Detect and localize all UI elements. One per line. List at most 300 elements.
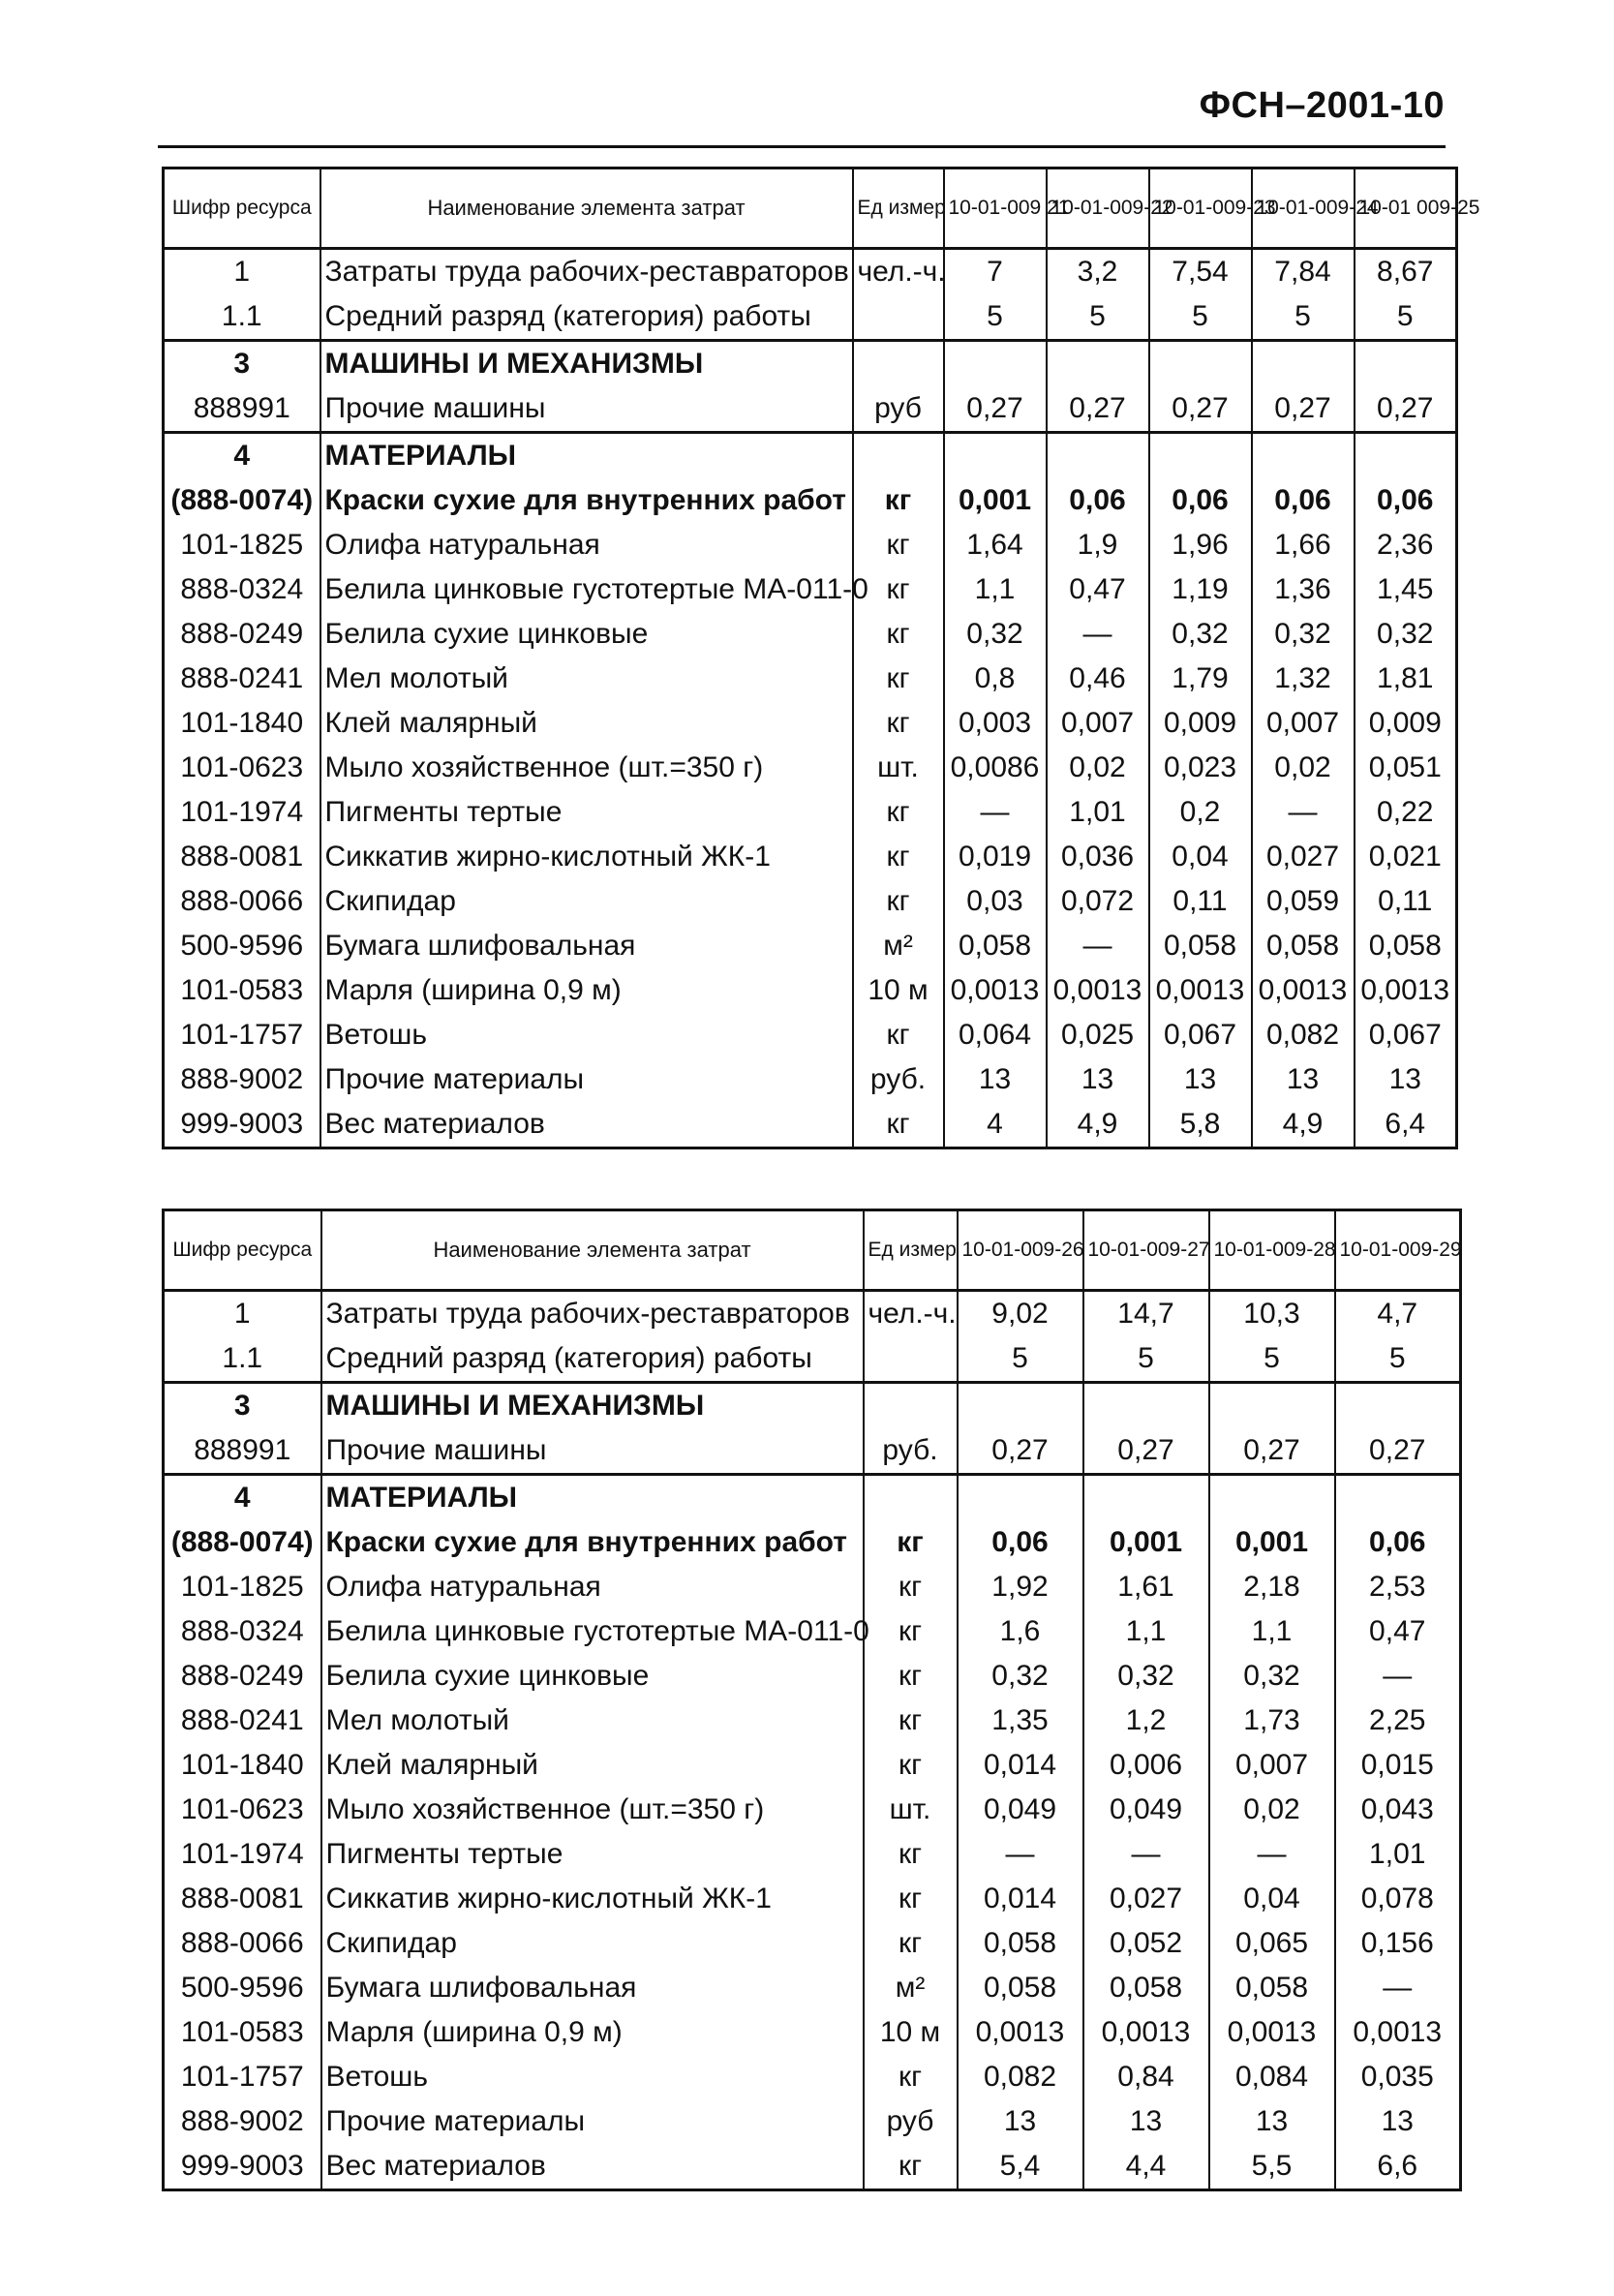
- value-cell: 1,96: [1149, 523, 1252, 567]
- value-cell: 0,04: [1149, 835, 1252, 879]
- value-cell: 0,058: [1355, 924, 1457, 968]
- value-cell: 0,049: [958, 1788, 1083, 1832]
- resource-code-cell: 101-0583: [164, 2010, 321, 2055]
- unit-cell: кг: [864, 1877, 958, 1921]
- resource-name-cell: Олифа натуральная: [321, 1565, 864, 1609]
- resource-name-cell: Пигменты тертые: [320, 790, 853, 835]
- value-cell: 1,1: [944, 567, 1047, 612]
- table-row: [164, 924, 1457, 968]
- unit-cell: руб.: [853, 1057, 944, 1102]
- value-cell: 5,5: [1209, 2144, 1335, 2190]
- value-cell: 3,2: [1047, 249, 1149, 295]
- value-cell: 0,051: [1355, 746, 1457, 790]
- value-cell: 1,01: [1335, 1832, 1461, 1877]
- value-cell: —: [1209, 1832, 1335, 1877]
- value-cell: 5: [1047, 294, 1149, 341]
- resource-code-cell: 4: [164, 1475, 321, 1521]
- value-cell: 0,015: [1335, 1743, 1461, 1788]
- resource-name-cell: Мел молотый: [320, 657, 853, 701]
- value-cell: [1047, 341, 1149, 387]
- value-cell: 0,009: [1355, 701, 1457, 746]
- value-cell: [1149, 433, 1252, 479]
- value-cell: 0,084: [1209, 2055, 1335, 2099]
- unit-cell: кг: [853, 1013, 944, 1057]
- resource-name-cell: МАШИНЫ И МЕХАНИЗМЫ: [320, 341, 853, 387]
- value-cell: 0,0013: [1335, 2010, 1461, 2055]
- value-cell: [1335, 1475, 1461, 1521]
- resource-name-cell: Марля (ширина 0,9 м): [320, 968, 853, 1013]
- value-cell: 5: [1355, 294, 1457, 341]
- resource-code-cell: 101-1840: [164, 701, 320, 746]
- value-cell: —: [1083, 1832, 1209, 1877]
- value-cell: 13: [1335, 2099, 1461, 2144]
- unit-cell: шт.: [853, 746, 944, 790]
- table-row: [164, 1788, 1461, 1832]
- value-cell: 0,04: [1209, 1877, 1335, 1921]
- value-cell: 5: [1252, 294, 1355, 341]
- resource-code-cell: 101-1840: [164, 1743, 321, 1788]
- table-row: [164, 879, 1457, 924]
- unit-cell: кг: [853, 835, 944, 879]
- resource-code-cell: 1: [164, 1291, 321, 1337]
- header-norm-code: 10-01 009-25: [1355, 168, 1457, 249]
- value-cell: 1,79: [1149, 657, 1252, 701]
- table-row: [164, 790, 1457, 835]
- value-cell: 5,8: [1149, 1102, 1252, 1148]
- value-cell: 2,36: [1355, 523, 1457, 567]
- resource-name-cell: Марля (ширина 0,9 м): [321, 2010, 864, 2055]
- unit-cell: чел.-ч.: [853, 249, 944, 295]
- value-cell: 0,067: [1149, 1013, 1252, 1057]
- value-cell: 4,9: [1047, 1102, 1149, 1148]
- resource-code-cell: 888-0066: [164, 879, 320, 924]
- norms-table-2: [162, 1209, 1462, 2191]
- value-cell: 0,32: [944, 612, 1047, 657]
- resource-name-cell: Скипидар: [321, 1921, 864, 1966]
- table-row: [164, 433, 1457, 479]
- unit-cell: [853, 294, 944, 341]
- table-row: [164, 1609, 1461, 1654]
- value-cell: [944, 341, 1047, 387]
- resource-code-cell: 500-9596: [164, 1966, 321, 2010]
- resource-code-cell: 101-1825: [164, 523, 320, 567]
- value-cell: 8,67: [1355, 249, 1457, 295]
- value-cell: 0,11: [1149, 879, 1252, 924]
- value-cell: 2,18: [1209, 1565, 1335, 1609]
- value-cell: 0,06: [1335, 1520, 1461, 1565]
- value-cell: 0,0013: [1083, 2010, 1209, 2055]
- resource-code-cell: 3: [164, 341, 320, 387]
- unit-cell: [864, 1475, 958, 1521]
- resource-name-cell: Бумага шлифовальная: [320, 924, 853, 968]
- resource-code-cell: 101-0623: [164, 1788, 321, 1832]
- value-cell: 5: [944, 294, 1047, 341]
- resource-name-cell: Мыло хозяйственное (шт.=350 г): [321, 1788, 864, 1832]
- value-cell: 0,156: [1335, 1921, 1461, 1966]
- value-cell: 0,019: [944, 835, 1047, 879]
- value-cell: 0,065: [1209, 1921, 1335, 1966]
- header-unit: Ед измер: [864, 1210, 958, 1291]
- resource-code-cell: 4: [164, 433, 320, 479]
- unit-cell: кг: [864, 1565, 958, 1609]
- resource-code-cell: 101-0623: [164, 746, 320, 790]
- resource-code-cell: 999-9003: [164, 2144, 321, 2190]
- value-cell: —: [1047, 924, 1149, 968]
- value-cell: 0,32: [1252, 612, 1355, 657]
- value-cell: 0,27: [1149, 386, 1252, 433]
- unit-cell: кг: [853, 701, 944, 746]
- value-cell: 13: [1209, 2099, 1335, 2144]
- table-body: [164, 1291, 1461, 2190]
- header-unit: Ед измер: [853, 168, 944, 249]
- resource-code-cell: (888-0074): [164, 478, 320, 523]
- resource-name-cell: МАШИНЫ И МЕХАНИЗМЫ: [321, 1383, 864, 1429]
- value-cell: 5,4: [958, 2144, 1083, 2190]
- resource-name-cell: Вес материалов: [321, 2144, 864, 2190]
- value-cell: 1,6: [958, 1609, 1083, 1654]
- table-row: [164, 701, 1457, 746]
- value-cell: 0,067: [1355, 1013, 1457, 1057]
- resource-name-cell: Прочие машины: [320, 386, 853, 433]
- header-name: Наименование элемента затрат: [320, 168, 853, 249]
- resource-code-cell: 888991: [164, 386, 320, 433]
- value-cell: 1,2: [1083, 1699, 1209, 1743]
- resource-code-cell: 888-0081: [164, 835, 320, 879]
- resource-code-cell: 101-1825: [164, 1565, 321, 1609]
- header-code: Шифр ресурса: [164, 168, 320, 249]
- value-cell: 0,082: [958, 2055, 1083, 2099]
- table-body: [164, 249, 1457, 1148]
- table-row: [164, 1654, 1461, 1699]
- value-cell: 0,059: [1252, 879, 1355, 924]
- value-cell: 0,27: [1047, 386, 1149, 433]
- table-row: [164, 341, 1457, 387]
- resource-name-cell: Белила сухие цинковые: [321, 1654, 864, 1699]
- unit-cell: м²: [853, 924, 944, 968]
- value-cell: 0,058: [1149, 924, 1252, 968]
- resource-code-cell: 1: [164, 249, 320, 295]
- table-row: [164, 1565, 1461, 1609]
- unit-cell: [864, 1383, 958, 1429]
- value-cell: 0,001: [944, 478, 1047, 523]
- resource-name-cell: Средний разряд (категория) работы: [321, 1336, 864, 1383]
- value-cell: 0,078: [1335, 1877, 1461, 1921]
- unit-cell: м²: [864, 1966, 958, 2010]
- table-row: [164, 1291, 1461, 1337]
- table-row: [164, 567, 1457, 612]
- value-cell: 0,006: [1083, 1743, 1209, 1788]
- value-cell: 1,64: [944, 523, 1047, 567]
- value-cell: [1355, 433, 1457, 479]
- value-cell: 0,32: [1149, 612, 1252, 657]
- header-norm-code: 10-01-009-28: [1209, 1210, 1335, 1291]
- value-cell: 1,1: [1083, 1609, 1209, 1654]
- value-cell: 6,6: [1335, 2144, 1461, 2190]
- unit-cell: кг: [853, 657, 944, 701]
- resource-name-cell: Прочие машины: [321, 1428, 864, 1475]
- value-cell: 13: [958, 2099, 1083, 2144]
- resource-name-cell: Краски сухие для внутренних работ: [320, 478, 853, 523]
- value-cell: 0,27: [944, 386, 1047, 433]
- resource-name-cell: Скипидар: [320, 879, 853, 924]
- value-cell: 0,27: [1083, 1428, 1209, 1475]
- table-header-row: [164, 168, 1457, 249]
- table-row: [164, 1832, 1461, 1877]
- resource-name-cell: Пигменты тертые: [321, 1832, 864, 1877]
- value-cell: 0,0013: [1252, 968, 1355, 1013]
- value-cell: 0,27: [1209, 1428, 1335, 1475]
- value-cell: [1252, 433, 1355, 479]
- value-cell: 1,1: [1209, 1609, 1335, 1654]
- resource-name-cell: Краски сухие для внутренних работ: [321, 1520, 864, 1565]
- value-cell: 0,036: [1047, 835, 1149, 879]
- value-cell: 0,043: [1335, 1788, 1461, 1832]
- value-cell: 0,064: [944, 1013, 1047, 1057]
- resource-code-cell: 888-0241: [164, 1699, 321, 1743]
- value-cell: —: [958, 1832, 1083, 1877]
- value-cell: 10,3: [1209, 1291, 1335, 1337]
- header-norm-code: 10-01-009-26: [958, 1210, 1083, 1291]
- value-cell: 0,0013: [944, 968, 1047, 1013]
- value-cell: 0,058: [1083, 1966, 1209, 2010]
- header-norm-code: 10-01-009-27: [1083, 1210, 1209, 1291]
- resource-code-cell: 888-0241: [164, 657, 320, 701]
- value-cell: 0,025: [1047, 1013, 1149, 1057]
- value-cell: 0,058: [944, 924, 1047, 968]
- value-cell: 0,46: [1047, 657, 1149, 701]
- header-norm-code: 10-01-009-22: [1047, 168, 1149, 249]
- resource-code-cell: 101-0583: [164, 968, 320, 1013]
- value-cell: 0,0013: [1355, 968, 1457, 1013]
- unit-cell: 10 м: [864, 2010, 958, 2055]
- table-row: [164, 657, 1457, 701]
- value-cell: 13: [1149, 1057, 1252, 1102]
- table-row: [164, 835, 1457, 879]
- value-cell: 0,052: [1083, 1921, 1209, 1966]
- resource-code-cell: (888-0074): [164, 1520, 321, 1565]
- resource-name-cell: МАТЕРИАЛЫ: [321, 1475, 864, 1521]
- table-row: [164, 1699, 1461, 1743]
- value-cell: 0,0013: [1209, 2010, 1335, 2055]
- value-cell: 0,11: [1355, 879, 1457, 924]
- resource-code-cell: 888-0081: [164, 1877, 321, 1921]
- value-cell: 0,072: [1047, 879, 1149, 924]
- unit-cell: кг: [853, 612, 944, 657]
- unit-cell: шт.: [864, 1788, 958, 1832]
- value-cell: 0,0086: [944, 746, 1047, 790]
- value-cell: —: [1047, 612, 1149, 657]
- unit-cell: 10 м: [853, 968, 944, 1013]
- unit-cell: кг: [864, 1832, 958, 1877]
- value-cell: [1083, 1383, 1209, 1429]
- unit-cell: кг: [853, 567, 944, 612]
- resource-name-cell: Затраты труда рабочих-реставраторов: [321, 1291, 864, 1337]
- value-cell: 1,66: [1252, 523, 1355, 567]
- resource-code-cell: 101-1757: [164, 2055, 321, 2099]
- value-cell: 0,03: [944, 879, 1047, 924]
- value-cell: 13: [1252, 1057, 1355, 1102]
- table-row: [164, 1966, 1461, 2010]
- resource-name-cell: Бумага шлифовальная: [321, 1966, 864, 2010]
- value-cell: 0,06: [1355, 478, 1457, 523]
- value-cell: 1,19: [1149, 567, 1252, 612]
- value-cell: 1,01: [1047, 790, 1149, 835]
- value-cell: 5: [1149, 294, 1252, 341]
- resource-code-cell: 101-1974: [164, 1832, 321, 1877]
- value-cell: 0,027: [1083, 1877, 1209, 1921]
- unit-cell: руб: [864, 2099, 958, 2144]
- resource-code-cell: 500-9596: [164, 924, 320, 968]
- table-row: [164, 1013, 1457, 1057]
- resource-name-cell: Мыло хозяйственное (шт.=350 г): [320, 746, 853, 790]
- value-cell: 14,7: [1083, 1291, 1209, 1337]
- value-cell: 0,021: [1355, 835, 1457, 879]
- header-rule: [158, 145, 1446, 148]
- value-cell: 0,058: [958, 1921, 1083, 1966]
- value-cell: 0,27: [1335, 1428, 1461, 1475]
- value-cell: 2,25: [1335, 1699, 1461, 1743]
- resource-code-cell: 3: [164, 1383, 321, 1429]
- value-cell: 0,27: [1252, 386, 1355, 433]
- unit-cell: чел.-ч.: [864, 1291, 958, 1337]
- resource-code-cell: 888-9002: [164, 1057, 320, 1102]
- value-cell: [1335, 1383, 1461, 1429]
- value-cell: 0,009: [1149, 701, 1252, 746]
- value-cell: 0,014: [958, 1743, 1083, 1788]
- value-cell: 1,61: [1083, 1565, 1209, 1609]
- resource-name-cell: Ветошь: [320, 1013, 853, 1057]
- value-cell: [1355, 341, 1457, 387]
- resource-name-cell: МАТЕРИАЛЫ: [320, 433, 853, 479]
- norms-table-1: [162, 167, 1480, 1149]
- resource-name-cell: Средний разряд (категория) работы: [320, 294, 853, 341]
- value-cell: 0,007: [1209, 1743, 1335, 1788]
- value-cell: 0,001: [1083, 1520, 1209, 1565]
- value-cell: [958, 1475, 1083, 1521]
- value-cell: 7: [944, 249, 1047, 295]
- resource-name-cell: Белила цинковые густотертые МА-011-0: [321, 1609, 864, 1654]
- header-name: Наименование элемента затрат: [321, 1210, 864, 1291]
- value-cell: [958, 1383, 1083, 1429]
- header-norm-code: 10-01-009-23: [1149, 168, 1252, 249]
- unit-cell: кг: [864, 1921, 958, 1966]
- table-header-row: [164, 1210, 1461, 1291]
- value-cell: [1047, 433, 1149, 479]
- resource-code-cell: 101-1974: [164, 790, 320, 835]
- value-cell: 0,02: [1252, 746, 1355, 790]
- resource-name-cell: Ветошь: [321, 2055, 864, 2099]
- value-cell: 0,0013: [1047, 968, 1149, 1013]
- unit-cell: кг: [864, 2144, 958, 2190]
- table-row: [164, 1475, 1461, 1521]
- table-row: [164, 612, 1457, 657]
- value-cell: 0,035: [1335, 2055, 1461, 2099]
- value-cell: 1,92: [958, 1565, 1083, 1609]
- table-row: [164, 2144, 1461, 2190]
- unit-cell: кг: [853, 879, 944, 924]
- unit-cell: кг: [853, 523, 944, 567]
- resource-name-cell: Затраты труда рабочих-реставраторов: [320, 249, 853, 295]
- resource-code-cell: 888-0066: [164, 1921, 321, 1966]
- value-cell: 5: [1083, 1336, 1209, 1383]
- resource-code-cell: 888-0249: [164, 612, 320, 657]
- unit-cell: [853, 341, 944, 387]
- value-cell: 0,007: [1047, 701, 1149, 746]
- resource-name-cell: Клей малярный: [321, 1743, 864, 1788]
- resource-code-cell: 888-9002: [164, 2099, 321, 2144]
- value-cell: 13: [1047, 1057, 1149, 1102]
- document-code: ФСН–2001-10: [1199, 85, 1445, 126]
- value-cell: 5: [1335, 1336, 1461, 1383]
- unit-cell: [864, 1336, 958, 1383]
- header-code: Шифр ресурса: [164, 1210, 321, 1291]
- value-cell: 1,73: [1209, 1699, 1335, 1743]
- value-cell: 0,058: [1252, 924, 1355, 968]
- value-cell: 1,32: [1252, 657, 1355, 701]
- value-cell: 13: [1355, 1057, 1457, 1102]
- value-cell: —: [1335, 1654, 1461, 1699]
- value-cell: 9,02: [958, 1291, 1083, 1337]
- resource-name-cell: Прочие материалы: [321, 2099, 864, 2144]
- value-cell: 0,32: [1355, 612, 1457, 657]
- resource-name-cell: Вес материалов: [320, 1102, 853, 1148]
- header-norm-code: 10-01-009-29: [1335, 1210, 1461, 1291]
- unit-cell: кг: [864, 2055, 958, 2099]
- header-norm-code: 10-01-009-24: [1252, 168, 1355, 249]
- unit-cell: руб.: [864, 1428, 958, 1475]
- table-row: [164, 1743, 1461, 1788]
- value-cell: 0,001: [1209, 1520, 1335, 1565]
- resource-name-cell: Сиккатив жирно-кислотный ЖК-1: [321, 1877, 864, 1921]
- table-row: [164, 2055, 1461, 2099]
- table-row: [164, 478, 1457, 523]
- value-cell: 0,014: [958, 1877, 1083, 1921]
- value-cell: 5: [958, 1336, 1083, 1383]
- value-cell: 0,02: [1209, 1788, 1335, 1832]
- table-row: [164, 1921, 1461, 1966]
- resource-code-cell: 888-0324: [164, 567, 320, 612]
- table-row: [164, 294, 1457, 341]
- value-cell: 0,27: [1355, 386, 1457, 433]
- value-cell: 0,0013: [958, 2010, 1083, 2055]
- value-cell: 0,8: [944, 657, 1047, 701]
- value-cell: 0,058: [1209, 1966, 1335, 2010]
- table-row: [164, 386, 1457, 433]
- value-cell: 7,84: [1252, 249, 1355, 295]
- unit-cell: кг: [864, 1609, 958, 1654]
- value-cell: 4,7: [1335, 1291, 1461, 1337]
- resource-code-cell: 888-0324: [164, 1609, 321, 1654]
- header-norm-code: 10-01-009 21: [944, 168, 1047, 249]
- value-cell: [1209, 1475, 1335, 1521]
- value-cell: 0,058: [958, 1966, 1083, 2010]
- value-cell: 0,22: [1355, 790, 1457, 835]
- table-row: [164, 1428, 1461, 1475]
- value-cell: —: [1335, 1966, 1461, 2010]
- value-cell: 0,2: [1149, 790, 1252, 835]
- unit-cell: кг: [853, 790, 944, 835]
- unit-cell: кг: [864, 1520, 958, 1565]
- table-row: [164, 1102, 1457, 1148]
- resource-name-cell: Мел молотый: [321, 1699, 864, 1743]
- value-cell: —: [1252, 790, 1355, 835]
- table-row: [164, 523, 1457, 567]
- table-row: [164, 2010, 1461, 2055]
- resource-name-cell: Клей малярный: [320, 701, 853, 746]
- value-cell: 1,81: [1355, 657, 1457, 701]
- resource-code-cell: 888-0249: [164, 1654, 321, 1699]
- value-cell: [1209, 1383, 1335, 1429]
